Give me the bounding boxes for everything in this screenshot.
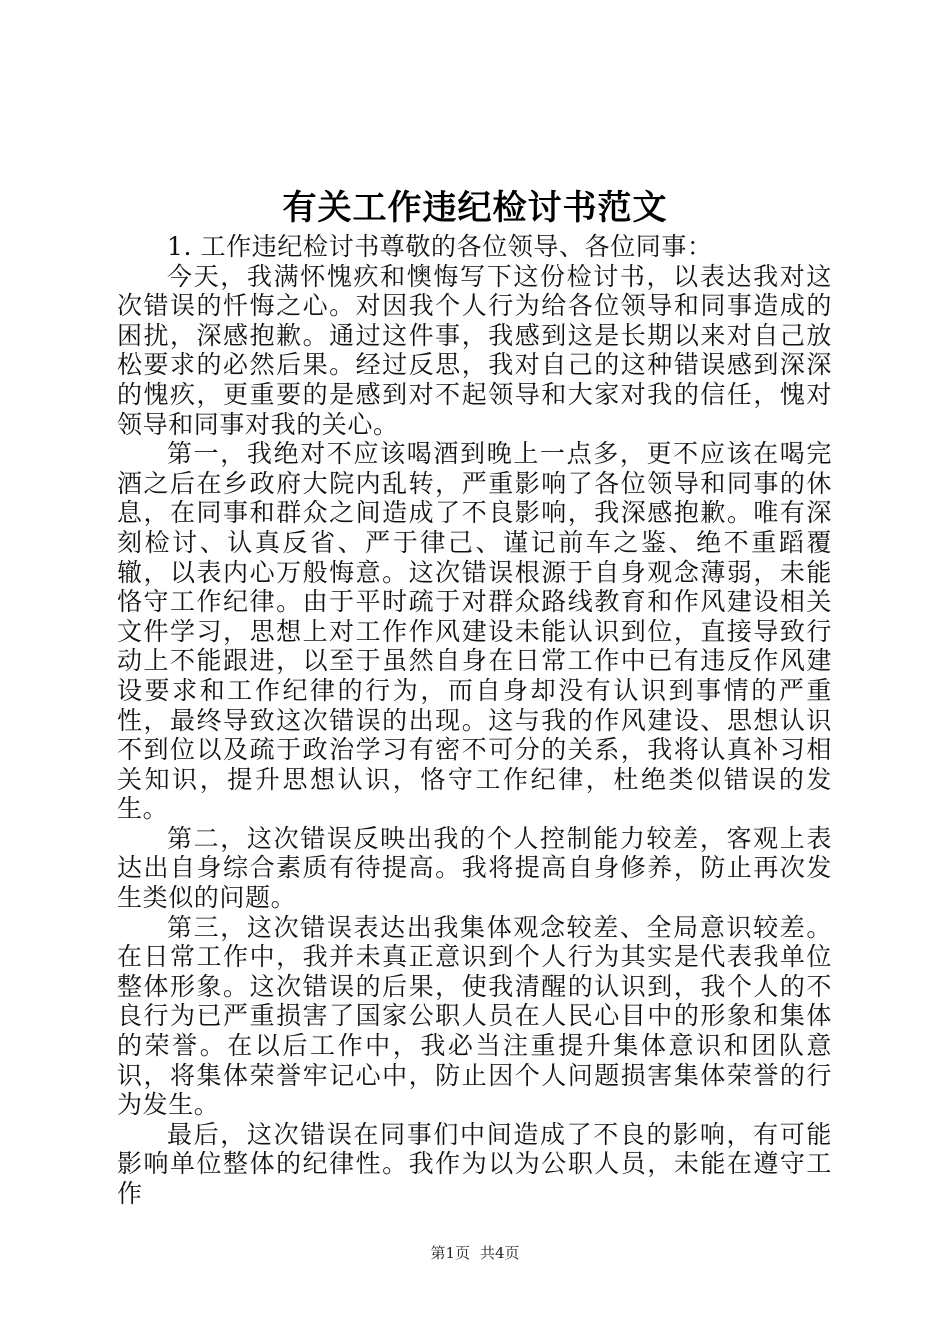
- paragraph-salutation: 1. 工作违纪检讨书尊敬的各位领导、各位同事：: [167, 232, 713, 261]
- document-title: 有关工作违纪检讨书范文: [282, 188, 668, 228]
- page-number-total: 共4页: [480, 1244, 520, 1262]
- document-body: [117, 232, 832, 1209]
- page-number-current: 第1页: [430, 1244, 470, 1262]
- paragraph-intro: 今天，我满怀愧疚和懊悔写下这份检讨书，以表达我对这次错误的忏悔之心。对因我个人行为给各位领导和同事造成的困扰，深感抱歉。通过这件事，我感到这是长期以来对自己放松要求的必然后果。经过反思，我对自己的这种错误感到深深的愧疚，更重要的是感到对不起领导和大家对我的信任，愧对领导和同事对我的关心。: [117, 261, 832, 439]
- paragraph-last: 最后，这次错误在同事们中间造成了不良的影响，有可能影响单位整体的纪律性。我作为以为公职人员，未能在遵守工作: [117, 1119, 832, 1208]
- paragraph-first: 第一，我绝对不应该喝酒到晚上一点多，更不应该在喝完酒之后在乡政府大院内乱转，严重影响了各位领导和同事的休息，在同事和群众之间造成了不良影响，我深感抱歉。唯有深刻检讨、认真反省、严于律己、谨记前车之鉴、绝不重蹈覆辙，以表内心万般悔意。这次错误根源于自身观念薄弱，未能恪守工作纪律。由于平时疏于对群众路线教育和作风建设相关文件学习，思想上对工作作风建设未能认识到位，直接导致行动上不能跟进，以至于虽然自身在日常工作中已有违反作风建设要求和工作纪律的行为，而自身却没有认识到事情的严重性，最终导致这次错误的出现。这与我的作风建设、思想认识不到位以及疏于政治学习有密不可分的关系，我将认真补习相关知识，提升思想认识，恪守工作纪律，杜绝类似错误的发生。: [117, 439, 832, 824]
- paragraph-second: 第二，这次错误反映出我的个人控制能力较差，客观上表达出自身综合素质有待提高。我将提高自身修养，防止再次发生类似的问题。: [117, 823, 832, 913]
- paragraph-third: 第三，这次错误表达出我集体观念较差、全局意识较差。在日常工作中，我并未真正意识到个人行为其实是代表我单位整体形象。这次错误的后果，使我清醒的认识到，我个人的不良行为已严重损害了国家公职人员在人民心目中的形象和集体的荣誉。在以后工作中，我必当注重提升集体意识和团队意识，将集体荣誉牢记心中，防止因个人问题损害集体荣誉的行为发生。: [117, 912, 832, 1120]
- page-footer: [0, 1243, 950, 1263]
